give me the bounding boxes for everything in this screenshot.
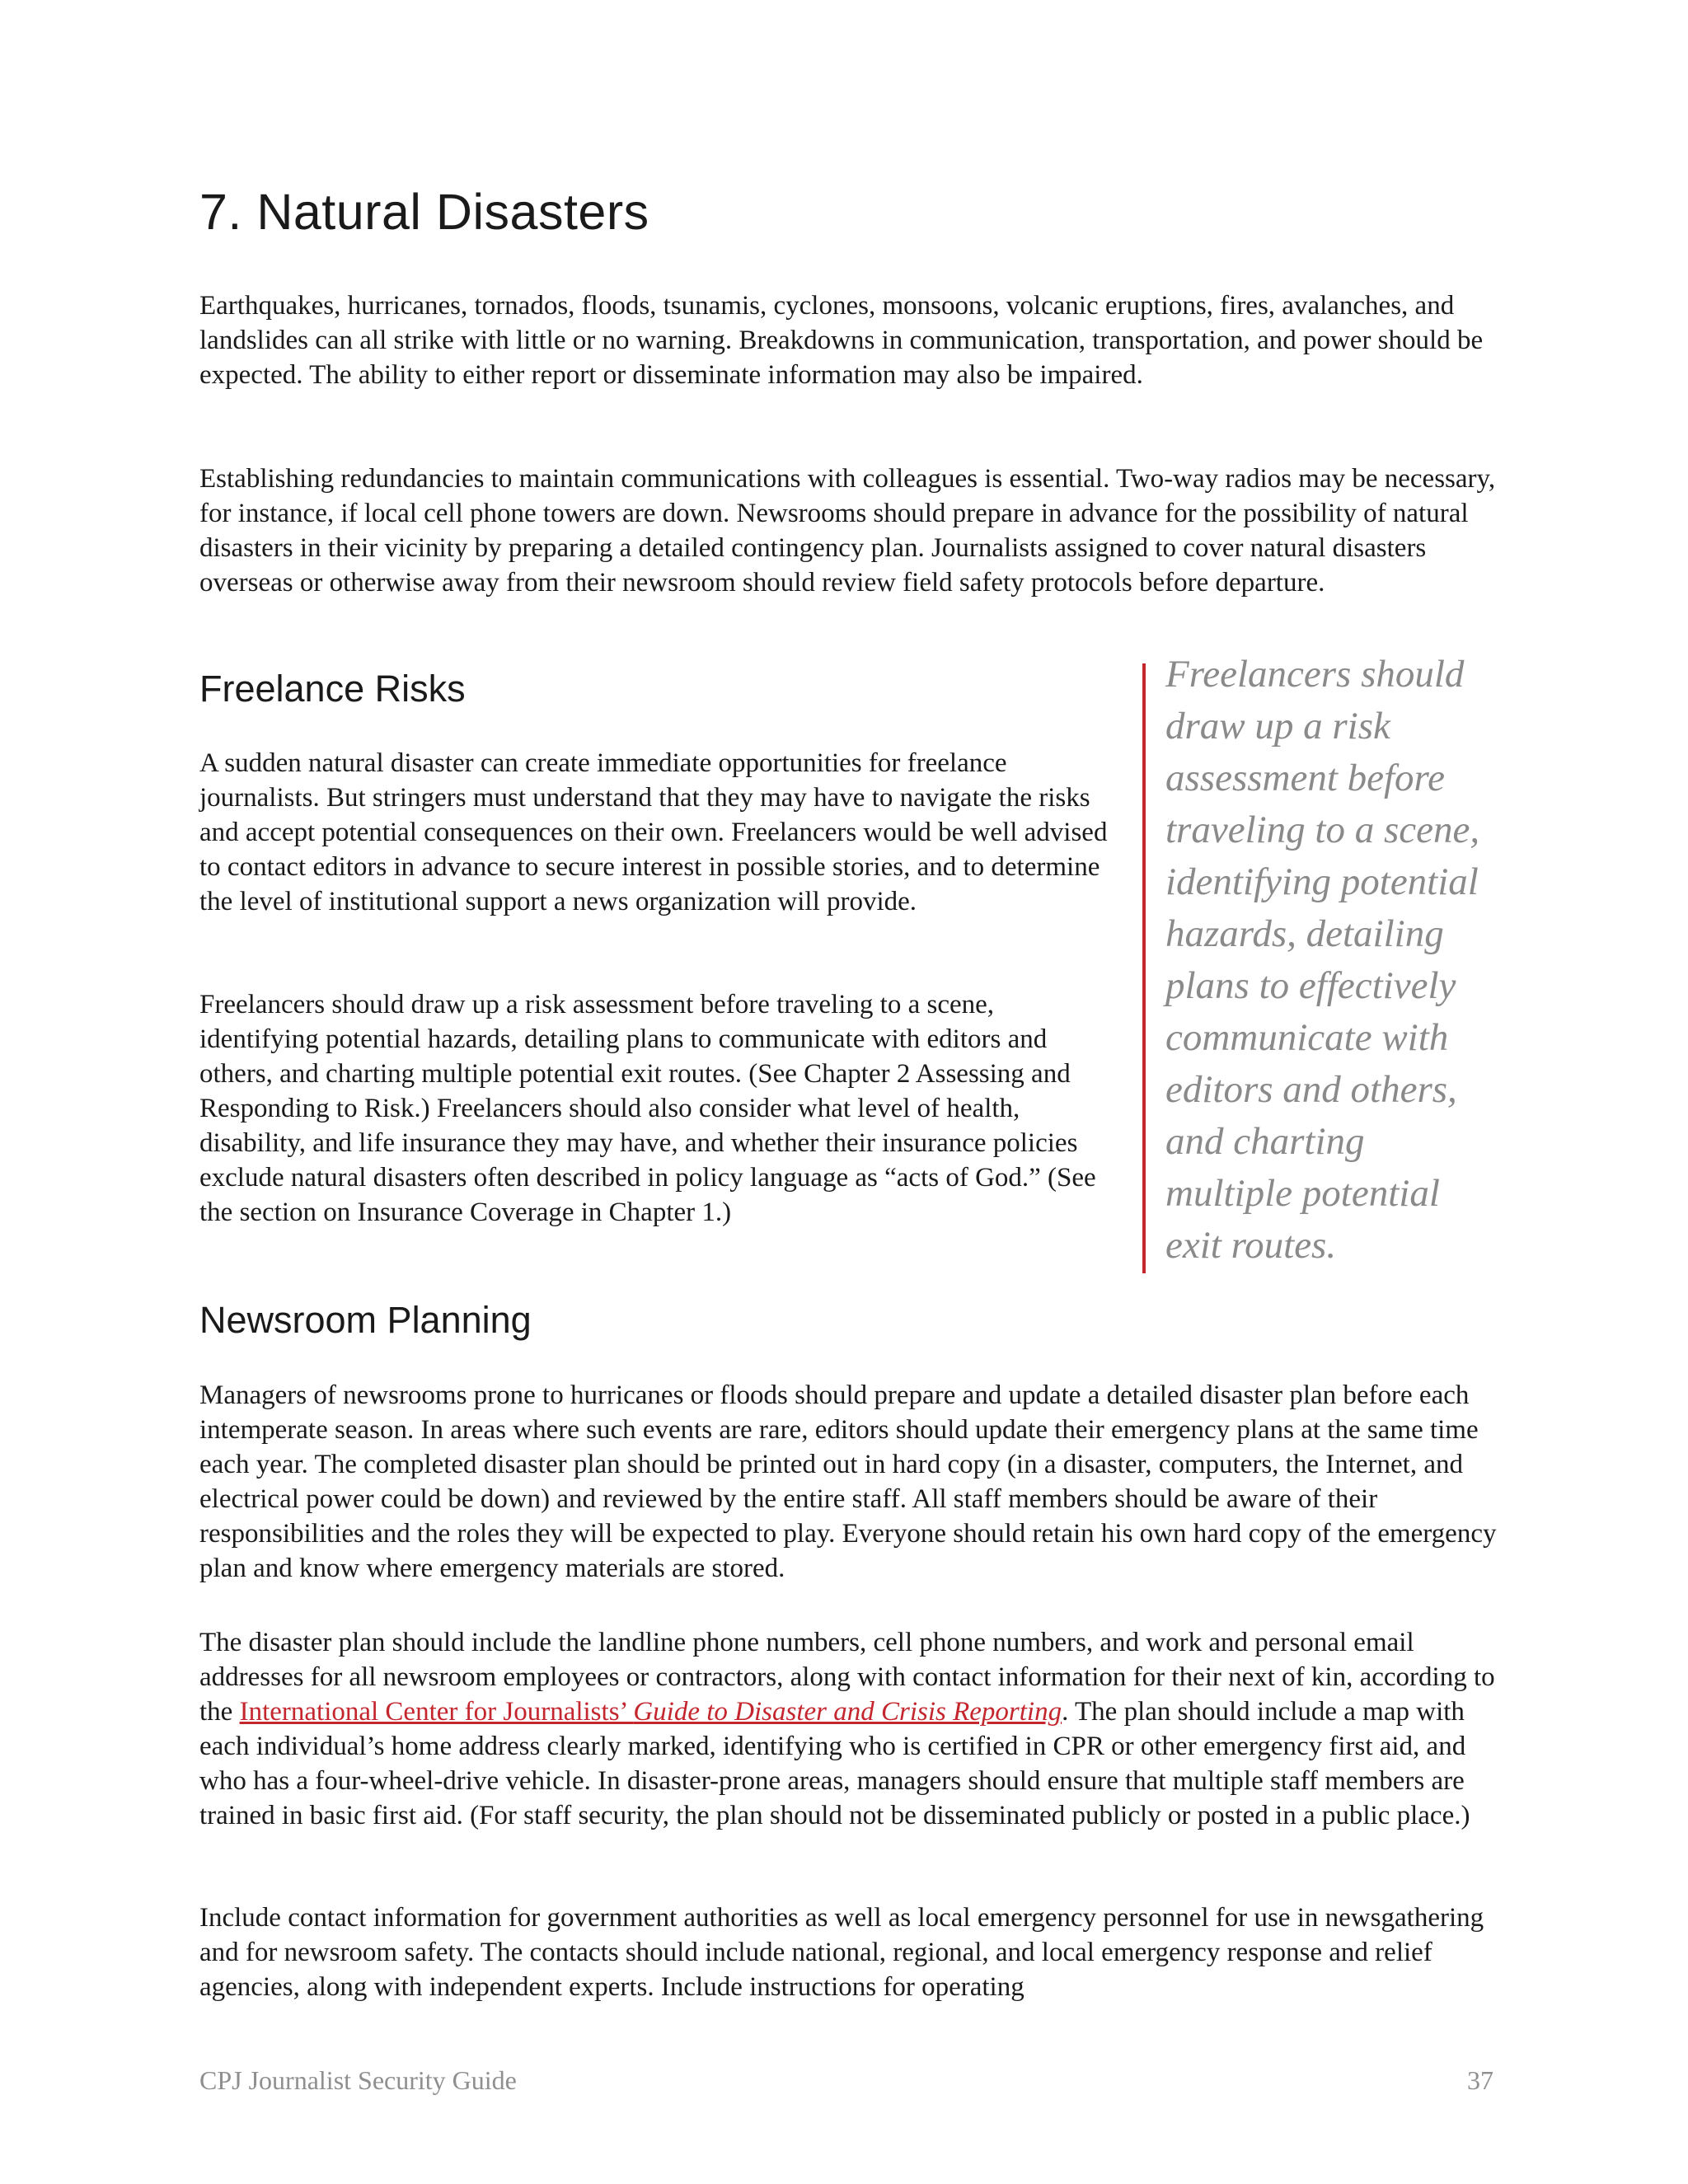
newsroom-paragraph-1-text: Managers of newsrooms prone to hurricanes or floods should prepare and update a detailed disaster plan before each intemperate season. In areas where such events are rare, editors should update their emergency plans at the same time each year. The completed disaster plan should be printed out in hard copy (in a disaster, computers, the Internet, and electrical power could be down) and reviewed by the entire staff. All staff members should be aware of their responsibilities and the roles they will be expected to play. Everyone should retain his own hard copy of the emergency plan and know where emergency materials are stored. [199, 1380, 1497, 1583]
icfj-guide-link[interactable] [240, 1697, 1062, 1727]
intro-paragraph-2 [199, 462, 1498, 600]
freelance-risks-heading: Freelance Risks [199, 668, 466, 710]
intro-paragraph-2-text: Establishing redundancies to maintain communications with colleagues is essential. Two-way radios may be necessary, for instance, if local cell phone towers are down. Newsrooms should prepare in advance for the possibility of natural disasters in their vicinity by preparing a detailed contingency plan. Journalists assigned to cover natural disasters overseas or otherwise away from their newsroom should review field safety protocols before departure. [199, 464, 1496, 598]
pull-quote-text: Freelancers should draw up a risk assessment before traveling to a scene, identifying potential hazards, detailing plans to effectively communicate with editors and others, and charting multiple potential exit routes. [1165, 653, 1480, 1267]
page-number: 37 [1467, 2065, 1493, 2095]
freelance-paragraph-1-text: A sudden natural disaster can create immediate opportunities for freelance journalists. But stringers must understand that they may have to navigate the risks and accept potential consequences on their own. Freelancers would be well advised to contact editors in advance to secure interest in possible stories, and to determine the level of institutional support a news organization will provide. [199, 748, 1108, 916]
chapter-title: 7. Natural Disasters [199, 184, 649, 240]
newsroom-planning-heading: Newsroom Planning [199, 1299, 532, 1341]
newsroom-paragraph-3 [199, 1900, 1498, 2004]
newsroom-paragraph-1 [199, 1378, 1498, 1586]
intro-paragraph-1-text: Earthquakes, hurricanes, tornados, floods, tsunamis, cyclones, monsoons, volcanic eruptions, fires, avalanches, and landslides can all strike with little or no warning. Breakdowns in communication, transportation, and power should be expected. The ability to either report or disseminate information may also be impaired. [199, 291, 1484, 390]
newsroom-paragraph-3-text: Include contact information for government authorities as well as local emergency personnel for use in newsgathering and for newsroom safety. The contacts should include national, regional, and local emergency response and relief agencies, along with independent experts. Include instructions for operating [199, 1903, 1484, 2002]
icfj-guide-link-title: Guide to Disaster and Crisis Reporting [633, 1697, 1062, 1727]
intro-paragraph-1 [199, 288, 1498, 392]
footer-guide-title: CPJ Journalist Security Guide [199, 2065, 517, 2095]
pull-quote [1142, 653, 1497, 1273]
newsroom-paragraph-2-before: The disaster plan should include the landline phone numbers, cell phone numbers, and work and personal email addresses for all newsroom employees or contractors, along with contact information for their next of kin, according to the [199, 1628, 1495, 1727]
newsroom-paragraph-2-after: . The plan should include a map with each individual’s home address clearly marked, identifying who is certified in CPR or other emergency first aid, and who has a four-wheel-drive vehicle. In disaster-prone areas, managers should ensure that multiple staff members are trained in basic first aid. (For staff security, the plan should not be disseminated publicly or posted in a public place.) [199, 1697, 1470, 1830]
freelance-paragraph-2-text: Freelancers should draw up a risk assessment before traveling to a scene, identifying potential hazards, detailing plans to communicate with editors and others, and charting multiple potential exit routes. (See Chapter 2 Assessing and Responding to Risk.) Freelancers should also consider what level of health, disability, and life insurance they may have, and whether their insurance policies exclude natural disasters often described in policy language as “acts of God.” (See the section on Insurance Coverage in Chapter 1.) [199, 990, 1096, 1227]
newsroom-paragraph-2 [199, 1625, 1498, 1833]
freelance-paragraph-2 [199, 987, 1110, 1230]
icfj-guide-link-plain: International Center for Journalists’ [239, 1697, 634, 1727]
freelance-paragraph-1 [199, 746, 1110, 919]
newsroom-paragraph-2-text [199, 1625, 1498, 1833]
